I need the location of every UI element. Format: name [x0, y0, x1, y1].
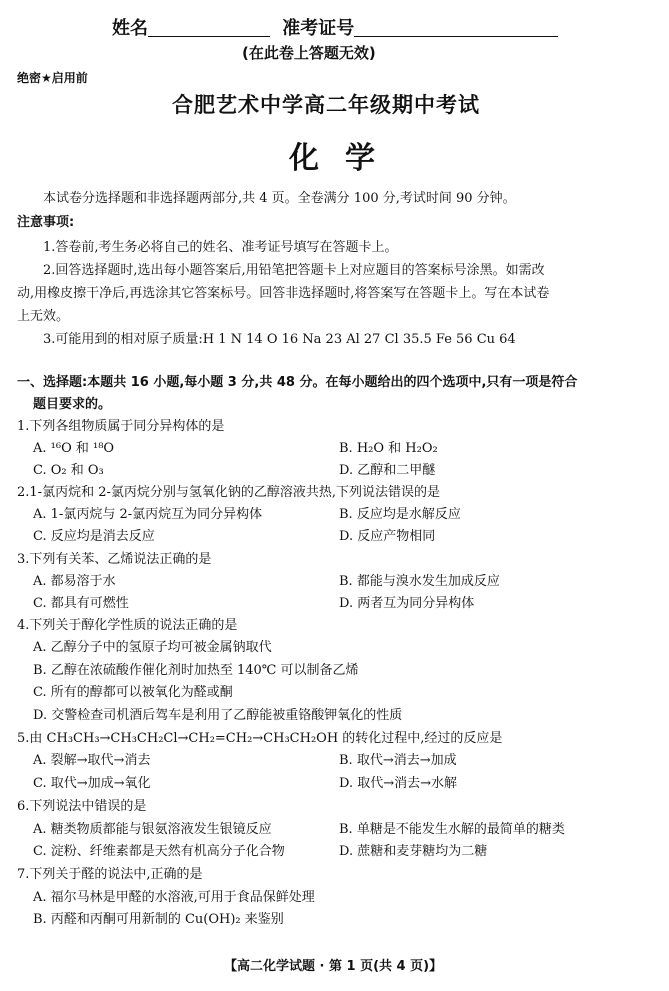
question-7-stem: 7.下列关于醛的说法中,正确的是: [17, 867, 203, 882]
notice-item-3: 3.可能用到的相对原子质量:H 1 N 14 O 16 Na 23 Al 27 Cl 35.5 Fe 56 Cu 64: [43, 332, 516, 347]
question-4-option-a: A. 乙醇分子中的氢原子均可被金属钠取代: [33, 640, 272, 655]
question-3-option-a: A. 都易溶于水: [33, 574, 116, 589]
question-4-option-c: C. 所有的醇都可以被氧化为醛或酮: [33, 685, 233, 700]
question-4-option-b: B. 乙醇在浓硫酸作催化剂时加热至 140℃ 可以制备乙烯: [33, 663, 359, 678]
question-2-option-d: D. 反应产物相同: [339, 529, 436, 544]
question-6-option-b: B. 单糖是不能发生水解的最简单的糖类: [339, 822, 565, 837]
section-1-heading-line-1: 一、选择题:本题共 16 小题,每小题 3 分,共 48 分。在每小题给出的四个选项中,只有一项是符合: [17, 375, 578, 390]
notice-item-2-line-3: 上无效。: [17, 309, 70, 324]
section-1-heading-line-2: 题目要求的。: [33, 397, 112, 412]
invalid-note: (在此卷上答题无效): [242, 44, 376, 62]
question-1-option-d: D. 乙醇和二甲醚: [339, 463, 436, 478]
question-1-option-b: B. H₂O 和 H₂O₂: [339, 441, 438, 456]
question-3-option-b: B. 都能与溴水发生加成反应: [339, 574, 500, 589]
question-4-option-d: D. 交警检查司机酒后驾车是利用了乙醇能被重铬酸钾氧化的性质: [33, 708, 403, 723]
question-2-option-b: B. 反应均是水解反应: [339, 507, 461, 522]
question-2-option-c: C. 反应均是消去反应: [33, 529, 155, 544]
question-7-option-b: B. 丙醛和丙酮可用新制的 Cu(OH)₂ 来鉴别: [33, 912, 284, 927]
page-footer: 【高二化学试题 · 第 1 页(共 4 页)】: [224, 959, 443, 974]
question-6-option-a: A. 糖类物质都能与银氨溶液发生银镜反应: [33, 822, 272, 837]
exam-title: 合肥艺术中学高二年级期中考试: [172, 92, 480, 117]
question-5-option-c: C. 取代→加成→氧化: [33, 776, 151, 791]
question-4-stem: 4.下列关于醇化学性质的说法正确的是: [17, 618, 238, 633]
name-label: 姓名: [112, 18, 148, 39]
secret-mark: 绝密★启用前: [17, 71, 88, 85]
intro-text: 本试卷分选择题和非选择题两部分,共 4 页。全卷满分 100 分,考试时间 90 分钟。: [43, 191, 516, 206]
question-6-stem: 6.下列说法中错误的是: [17, 799, 147, 814]
candidate-info-line: [112, 14, 558, 40]
exam-id-blank: [354, 20, 558, 37]
subject-title: 化学: [289, 141, 401, 176]
notice-item-2-line-1: 2.回答选择题时,选出每小题答案后,用铅笔把答题卡上对应题目的答案标号涂黑。如需改: [43, 263, 545, 278]
question-5-stem: 5.由 CH₃CH₃→CH₃CH₂Cl→CH₂=CH₂→CH₃CH₂OH 的转化过程中,经过的反应是: [17, 731, 503, 746]
question-1-option-a: A. ¹⁶O 和 ¹⁸O: [33, 441, 115, 456]
question-3-option-c: C. 都具有可燃性: [33, 596, 129, 611]
notice-heading: 注意事项:: [17, 215, 75, 230]
question-2-stem: 2.1-氯丙烷和 2-氯丙烷分别与氢氧化钠的乙醇溶液共热,下列说法错误的是: [17, 485, 440, 500]
question-5-option-d: D. 取代→消去→水解: [339, 776, 458, 791]
question-1-stem: 1.下列各组物质属于同分异构体的是: [17, 419, 225, 434]
question-3-option-d: D. 两者互为同分异构体: [339, 596, 475, 611]
question-6-option-d: D. 蔗糖和麦芽糖均为二糖: [339, 844, 488, 859]
question-6-option-c: C. 淀粉、纤维素都是天然有机高分子化合物: [33, 844, 285, 859]
question-7-option-a: A. 福尔马林是甲醛的水溶液,可用于食品保鲜处理: [33, 890, 315, 905]
question-1-option-c: C. O₂ 和 O₃: [33, 463, 104, 478]
notice-item-2-line-2: 动,用橡皮擦干净后,再选涂其它答案标号。回答非选择题时,将答案写在答题卡上。写在本试卷: [17, 286, 550, 301]
question-2-option-a: A. 1-氯丙烷与 2-氯丙烷互为同分异构体: [33, 507, 263, 522]
question-5-option-a: A. 裂解→取代→消去: [33, 753, 151, 768]
question-3-stem: 3.下列有关苯、乙烯说法正确的是: [17, 552, 212, 567]
exam-id-label: 准考证号: [282, 18, 355, 39]
question-5-option-b: B. 取代→消去→加成: [339, 753, 457, 768]
name-blank: [148, 20, 270, 37]
notice-item-1: 1.答卷前,考生务必将自己的姓名、准考证号填写在答题卡上。: [43, 240, 398, 255]
